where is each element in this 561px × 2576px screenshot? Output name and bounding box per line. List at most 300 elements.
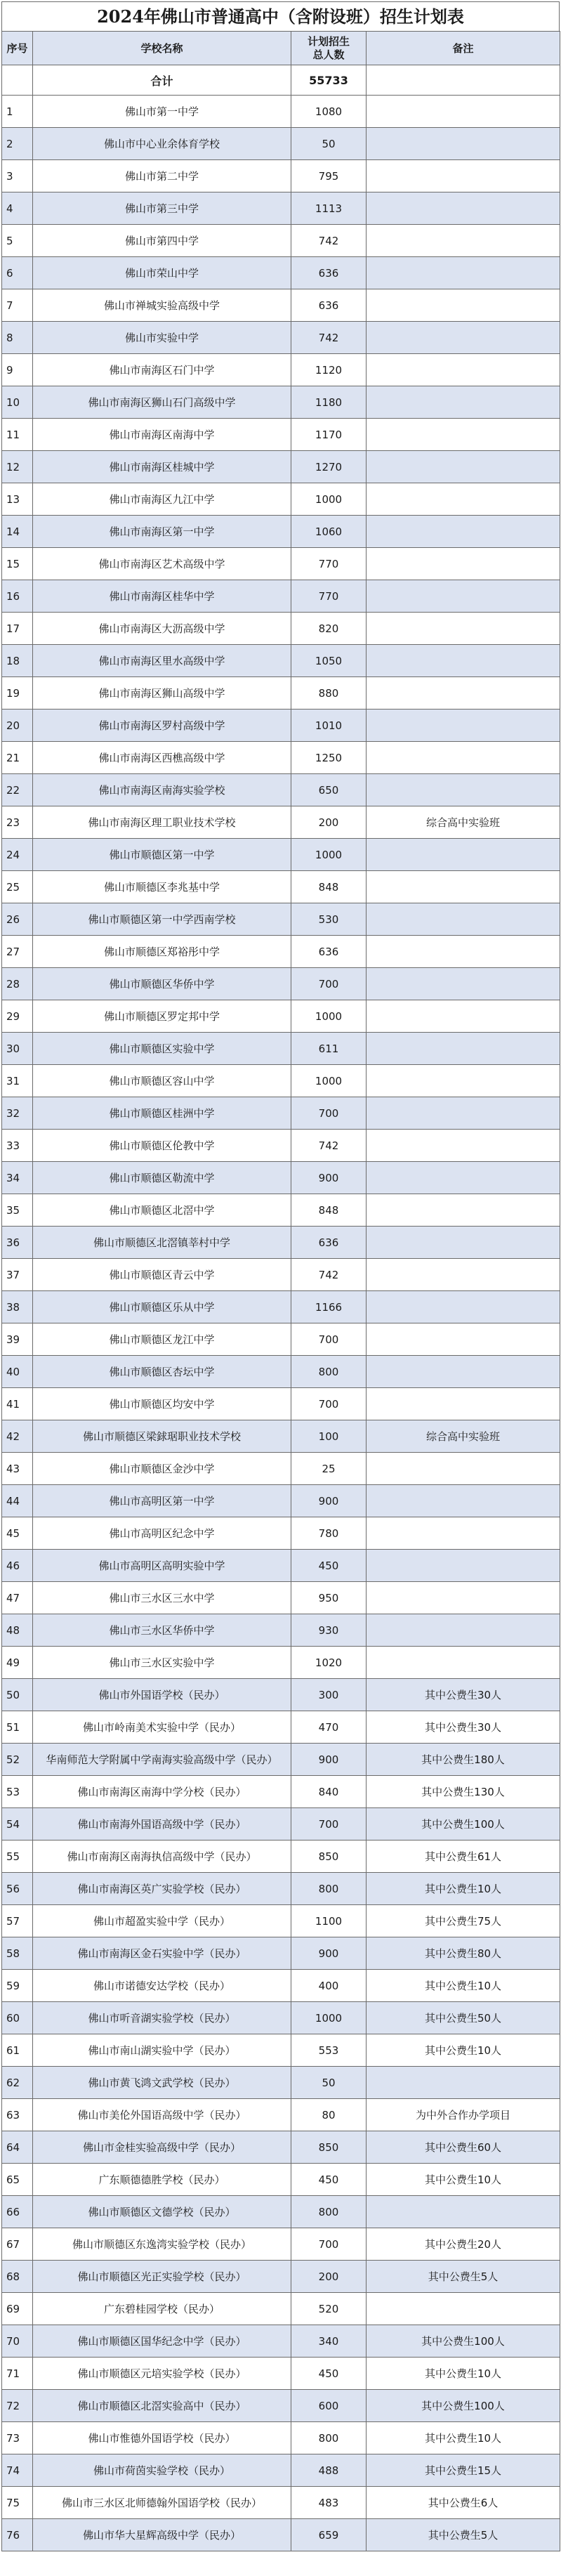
row-school-name: 佛山市顺德区杏坛中学 <box>33 1356 291 1388</box>
row-idx: 12 <box>2 451 33 483</box>
row-school-name: 佛山市黄飞鸿文武学校（民办） <box>33 2067 291 2099</box>
table-row <box>2 613 560 645</box>
row-note <box>367 580 560 613</box>
row-idx: 44 <box>2 1485 33 1517</box>
table-row <box>2 1485 560 1517</box>
row-note <box>367 516 560 548</box>
row-plan-count: 1250 <box>291 742 367 774</box>
row-note <box>367 483 560 516</box>
table-row <box>2 1097 560 1130</box>
row-idx: 65 <box>2 2164 33 2196</box>
row-idx: 40 <box>2 1356 33 1388</box>
row-plan-count: 659 <box>291 2519 367 2551</box>
row-school-name: 佛山市第一中学 <box>33 96 291 128</box>
row-idx: 70 <box>2 2325 33 2358</box>
row-note: 其中公费生100人 <box>367 1808 560 1841</box>
row-plan-count: 100 <box>291 1420 367 1453</box>
row-plan-count: 636 <box>291 257 367 289</box>
table-row <box>2 1937 560 1970</box>
row-school-name: 佛山市南海区桂城中学 <box>33 451 291 483</box>
row-plan-count: 1010 <box>291 710 367 742</box>
row-school-name: 佛山市诺德安达学校（民办） <box>33 1970 291 2002</box>
row-idx: 47 <box>2 1582 33 1614</box>
row-school-name: 广东顺德德胜学校（民办） <box>33 2164 291 2196</box>
row-idx: 25 <box>2 871 33 903</box>
row-note: 其中公费生10人 <box>367 2358 560 2390</box>
row-idx: 57 <box>2 1905 33 1937</box>
row-school-name: 广东碧桂园学校（民办） <box>33 2293 291 2325</box>
row-school-name: 佛山市南海区南海执信高级中学（民办） <box>33 1841 291 1873</box>
row-idx: 33 <box>2 1130 33 1162</box>
row-note <box>367 1614 560 1647</box>
row-idx: 71 <box>2 2358 33 2390</box>
total-note <box>367 65 560 96</box>
table-row <box>2 1744 560 1776</box>
row-school-name: 佛山市中心业余体育学校 <box>33 128 291 160</box>
table-row <box>2 2196 560 2228</box>
total-label: 合计 <box>33 65 291 96</box>
row-school-name: 佛山市顺德区勒流中学 <box>33 1162 291 1194</box>
row-note <box>367 354 560 386</box>
row-idx: 41 <box>2 1388 33 1420</box>
row-plan-count: 520 <box>291 2293 367 2325</box>
row-note <box>367 1130 560 1162</box>
row-note <box>367 1065 560 1097</box>
row-plan-count: 850 <box>291 1841 367 1873</box>
row-school-name: 佛山市三水区华侨中学 <box>33 1614 291 1647</box>
row-note <box>367 1259 560 1291</box>
row-school-name: 华南师范大学附属中学南海实验高级中学（民办） <box>33 1744 291 1776</box>
row-school-name: 佛山市顺德区郑裕彤中学 <box>33 936 291 968</box>
row-idx: 17 <box>2 613 33 645</box>
row-plan-count: 800 <box>291 1873 367 1905</box>
table-row <box>2 1550 560 1582</box>
row-idx: 51 <box>2 1711 33 1744</box>
row-plan-count: 636 <box>291 936 367 968</box>
row-note: 其中公费生10人 <box>367 2164 560 2196</box>
row-idx: 68 <box>2 2261 33 2293</box>
row-idx: 67 <box>2 2228 33 2261</box>
table-row <box>2 1227 560 1259</box>
row-school-name: 佛山市高明区第一中学 <box>33 1485 291 1517</box>
row-idx: 28 <box>2 968 33 1000</box>
row-school-name: 佛山市实验中学 <box>33 322 291 354</box>
table-row <box>2 1388 560 1420</box>
row-idx: 14 <box>2 516 33 548</box>
table-row <box>2 742 560 774</box>
row-plan-count: 1050 <box>291 645 367 677</box>
row-idx: 4 <box>2 192 33 225</box>
header-note: 备注 <box>367 32 560 65</box>
header-row <box>2 32 560 65</box>
row-school-name: 佛山市南海区南海实验学校 <box>33 774 291 806</box>
table-row <box>2 419 560 451</box>
row-idx: 61 <box>2 2034 33 2067</box>
row-note: 综合高中实验班 <box>367 1420 560 1453</box>
row-school-name: 佛山市荷茵实验学校（民办） <box>33 2454 291 2487</box>
row-idx: 35 <box>2 1194 33 1227</box>
row-note <box>367 160 560 192</box>
row-school-name: 佛山市顺德区李兆基中学 <box>33 871 291 903</box>
row-plan-count: 742 <box>291 1259 367 1291</box>
row-plan-count: 770 <box>291 548 367 580</box>
row-idx: 75 <box>2 2487 33 2519</box>
row-plan-count: 200 <box>291 806 367 839</box>
table-row <box>2 451 560 483</box>
table-row <box>2 2454 560 2487</box>
table-row <box>2 548 560 580</box>
table-row <box>2 1614 560 1647</box>
table-row <box>2 1000 560 1033</box>
row-note <box>367 1033 560 1065</box>
row-note <box>367 1485 560 1517</box>
row-school-name: 佛山市南海区罗村高级中学 <box>33 710 291 742</box>
table-row <box>2 806 560 839</box>
row-note: 其中公费生80人 <box>367 1937 560 1970</box>
row-plan-count: 200 <box>291 2261 367 2293</box>
row-idx: 53 <box>2 1776 33 1808</box>
table-row <box>2 2325 560 2358</box>
row-plan-count: 600 <box>291 2390 367 2422</box>
row-plan-count: 770 <box>291 580 367 613</box>
row-plan-count: 50 <box>291 2067 367 2099</box>
row-school-name: 佛山市顺德区伦教中学 <box>33 1130 291 1162</box>
row-idx: 49 <box>2 1647 33 1679</box>
table-row <box>2 160 560 192</box>
table-row <box>2 96 560 128</box>
row-idx: 15 <box>2 548 33 580</box>
row-note <box>367 1162 560 1194</box>
row-school-name: 佛山市顺德区龙江中学 <box>33 1323 291 1356</box>
row-note: 其中公费生75人 <box>367 1905 560 1937</box>
header-plan-line1: 计划招生 <box>307 34 350 48</box>
table-row <box>2 2164 560 2196</box>
table-row <box>2 774 560 806</box>
row-school-name: 佛山市顺德区北滘中学 <box>33 1194 291 1227</box>
row-note <box>367 257 560 289</box>
table-row <box>2 128 560 160</box>
table-row <box>2 710 560 742</box>
row-school-name: 佛山市南海区理工职业技术学校 <box>33 806 291 839</box>
row-note: 其中公费生60人 <box>367 2131 560 2164</box>
row-note <box>367 419 560 451</box>
row-plan-count: 850 <box>291 2131 367 2164</box>
row-note <box>367 225 560 257</box>
row-school-name: 佛山市顺德区第一中学西南学校 <box>33 903 291 936</box>
table-row <box>2 289 560 322</box>
row-plan-count: 900 <box>291 1937 367 1970</box>
row-school-name: 佛山市顺德区元培实验学校（民办） <box>33 2358 291 2390</box>
table-row <box>2 1776 560 1808</box>
row-plan-count: 1120 <box>291 354 367 386</box>
row-school-name: 佛山市顺德区实验中学 <box>33 1033 291 1065</box>
row-idx: 9 <box>2 354 33 386</box>
row-plan-count: 900 <box>291 1485 367 1517</box>
table-row <box>2 1259 560 1291</box>
row-note <box>367 1194 560 1227</box>
row-plan-count: 483 <box>291 2487 367 2519</box>
row-school-name: 佛山市南海区九江中学 <box>33 483 291 516</box>
row-note <box>367 1647 560 1679</box>
row-idx: 50 <box>2 1679 33 1711</box>
row-note <box>367 613 560 645</box>
table-row <box>2 1647 560 1679</box>
table-row <box>2 1065 560 1097</box>
row-school-name: 佛山市顺德区容山中学 <box>33 1065 291 1097</box>
row-idx: 39 <box>2 1323 33 1356</box>
table-row <box>2 645 560 677</box>
row-plan-count: 470 <box>291 1711 367 1744</box>
row-school-name: 佛山市南海区大沥高级中学 <box>33 613 291 645</box>
row-school-name: 佛山市南海区石门中学 <box>33 354 291 386</box>
row-school-name: 佛山市顺德区文德学校（民办） <box>33 2196 291 2228</box>
table-row <box>2 2519 560 2551</box>
plan-table <box>1 31 560 2551</box>
row-plan-count: 1170 <box>291 419 367 451</box>
row-idx: 58 <box>2 1937 33 1970</box>
row-idx: 43 <box>2 1453 33 1485</box>
row-plan-count: 25 <box>291 1453 367 1485</box>
row-note: 其中公费生5人 <box>367 2261 560 2293</box>
plan-sheet <box>1 1 560 2551</box>
row-plan-count: 900 <box>291 1162 367 1194</box>
row-school-name: 佛山市三水区三水中学 <box>33 1582 291 1614</box>
table-row <box>2 1162 560 1194</box>
row-plan-count: 795 <box>291 160 367 192</box>
row-school-name: 佛山市南海区狮山高级中学 <box>33 677 291 710</box>
row-note <box>367 1453 560 1485</box>
row-idx: 30 <box>2 1033 33 1065</box>
row-school-name: 佛山市听音湖实验学校（民办） <box>33 2002 291 2034</box>
row-note: 其中公费生15人 <box>367 2454 560 2487</box>
row-plan-count: 340 <box>291 2325 367 2358</box>
row-plan-count: 780 <box>291 1517 367 1550</box>
row-plan-count: 848 <box>291 871 367 903</box>
row-idx: 64 <box>2 2131 33 2164</box>
row-idx: 73 <box>2 2422 33 2454</box>
table-row <box>2 192 560 225</box>
row-idx: 37 <box>2 1259 33 1291</box>
row-plan-count: 530 <box>291 903 367 936</box>
row-note: 其中公费生10人 <box>367 2034 560 2067</box>
row-idx: 32 <box>2 1097 33 1130</box>
row-idx: 21 <box>2 742 33 774</box>
row-note <box>367 1227 560 1259</box>
table-row <box>2 1679 560 1711</box>
table-row <box>2 2067 560 2099</box>
row-plan-count: 1166 <box>291 1291 367 1323</box>
row-school-name: 佛山市外国语学校（民办） <box>33 1679 291 1711</box>
table-row <box>2 1420 560 1453</box>
row-school-name: 佛山市南海区里水高级中学 <box>33 645 291 677</box>
row-idx: 3 <box>2 160 33 192</box>
row-idx: 26 <box>2 903 33 936</box>
row-plan-count: 880 <box>291 677 367 710</box>
row-school-name: 佛山市南山湖实验中学（民办） <box>33 2034 291 2067</box>
row-idx: 1 <box>2 96 33 128</box>
row-idx: 18 <box>2 645 33 677</box>
row-school-name: 佛山市顺德区桂洲中学 <box>33 1097 291 1130</box>
row-plan-count: 700 <box>291 1323 367 1356</box>
row-idx: 63 <box>2 2099 33 2131</box>
row-idx: 6 <box>2 257 33 289</box>
row-plan-count: 742 <box>291 225 367 257</box>
row-plan-count: 488 <box>291 2454 367 2487</box>
row-school-name: 佛山市顺德区乐从中学 <box>33 1291 291 1323</box>
row-plan-count: 1060 <box>291 516 367 548</box>
row-plan-count: 450 <box>291 1550 367 1582</box>
header-idx: 序号 <box>2 32 33 65</box>
row-plan-count: 700 <box>291 968 367 1000</box>
row-idx: 22 <box>2 774 33 806</box>
row-plan-count: 700 <box>291 1388 367 1420</box>
table-row <box>2 1517 560 1550</box>
row-school-name: 佛山市三水区北师德翰外国语学校（民办） <box>33 2487 291 2519</box>
row-school-name: 佛山市美伦外国语高级中学（民办） <box>33 2099 291 2131</box>
table-row <box>2 839 560 871</box>
row-school-name: 佛山市超盈实验中学（民办） <box>33 1905 291 1937</box>
row-plan-count: 700 <box>291 1097 367 1130</box>
row-plan-count: 742 <box>291 322 367 354</box>
row-plan-count: 800 <box>291 1356 367 1388</box>
row-plan-count: 650 <box>291 774 367 806</box>
row-plan-count: 1000 <box>291 1000 367 1033</box>
row-idx: 13 <box>2 483 33 516</box>
table-row <box>2 1194 560 1227</box>
row-note <box>367 451 560 483</box>
row-idx: 62 <box>2 2067 33 2099</box>
table-row <box>2 225 560 257</box>
row-idx: 38 <box>2 1291 33 1323</box>
row-plan-count: 820 <box>291 613 367 645</box>
table-row <box>2 2228 560 2261</box>
row-idx: 16 <box>2 580 33 613</box>
table-row <box>2 2390 560 2422</box>
row-note <box>367 677 560 710</box>
row-idx: 48 <box>2 1614 33 1647</box>
table-row <box>2 903 560 936</box>
row-note: 其中公费生5人 <box>367 2519 560 2551</box>
row-plan-count: 50 <box>291 128 367 160</box>
table-row <box>2 1356 560 1388</box>
row-school-name: 佛山市荣山中学 <box>33 257 291 289</box>
row-note <box>367 839 560 871</box>
row-plan-count: 700 <box>291 2228 367 2261</box>
row-school-name: 佛山市高明区纪念中学 <box>33 1517 291 1550</box>
row-school-name: 佛山市华大星辉高级中学（民办） <box>33 2519 291 2551</box>
row-note <box>367 936 560 968</box>
row-note: 其中公费生10人 <box>367 2422 560 2454</box>
row-idx: 42 <box>2 1420 33 1453</box>
row-plan-count: 1000 <box>291 483 367 516</box>
row-school-name: 佛山市南海区金石实验中学（民办） <box>33 1937 291 1970</box>
row-plan-count: 636 <box>291 1227 367 1259</box>
row-plan-count: 742 <box>291 1130 367 1162</box>
row-school-name: 佛山市顺德区第一中学 <box>33 839 291 871</box>
row-plan-count: 1000 <box>291 1065 367 1097</box>
row-note <box>367 710 560 742</box>
table-row <box>2 580 560 613</box>
row-idx: 45 <box>2 1517 33 1550</box>
row-note: 其中公费生10人 <box>367 1970 560 2002</box>
row-note: 为中外合作办学项目 <box>367 2099 560 2131</box>
table-row <box>2 2293 560 2325</box>
row-note: 其中公费生10人 <box>367 1873 560 1905</box>
row-school-name: 佛山市南海区狮山石门高级中学 <box>33 386 291 419</box>
table-row <box>2 1323 560 1356</box>
row-note <box>367 645 560 677</box>
row-school-name: 佛山市南海区英广实验学校（民办） <box>33 1873 291 1905</box>
row-school-name: 佛山市南海区桂华中学 <box>33 580 291 613</box>
table-row <box>2 483 560 516</box>
row-plan-count: 553 <box>291 2034 367 2067</box>
row-note <box>367 903 560 936</box>
table-row <box>2 1841 560 1873</box>
row-note: 其中公费生130人 <box>367 1776 560 1808</box>
row-note: 其中公费生6人 <box>367 2487 560 2519</box>
row-idx: 23 <box>2 806 33 839</box>
row-note: 其中公费生61人 <box>367 1841 560 1873</box>
row-plan-count: 800 <box>291 2196 367 2228</box>
row-note <box>367 548 560 580</box>
table-row <box>2 354 560 386</box>
table-row <box>2 1873 560 1905</box>
row-idx: 46 <box>2 1550 33 1582</box>
row-school-name: 佛山市顺德区均安中学 <box>33 1388 291 1420</box>
row-school-name: 佛山市第三中学 <box>33 192 291 225</box>
row-school-name: 佛山市南海区艺术高级中学 <box>33 548 291 580</box>
row-school-name: 佛山市第四中学 <box>33 225 291 257</box>
row-note <box>367 1582 560 1614</box>
row-plan-count: 1000 <box>291 2002 367 2034</box>
row-note <box>367 192 560 225</box>
row-note <box>367 2196 560 2228</box>
row-note <box>367 2067 560 2099</box>
row-idx: 31 <box>2 1065 33 1097</box>
row-school-name: 佛山市南海区第一中学 <box>33 516 291 548</box>
row-idx: 74 <box>2 2454 33 2487</box>
row-school-name: 佛山市顺德区光正实验学校（民办） <box>33 2261 291 2293</box>
row-idx: 10 <box>2 386 33 419</box>
row-plan-count: 450 <box>291 2358 367 2390</box>
row-school-name: 佛山市顺德区北滘镇莘村中学 <box>33 1227 291 1259</box>
row-plan-count: 800 <box>291 2422 367 2454</box>
table-row <box>2 2131 560 2164</box>
row-idx: 69 <box>2 2293 33 2325</box>
row-note <box>367 968 560 1000</box>
table-row <box>2 1033 560 1065</box>
row-school-name: 佛山市顺德区国华纪念中学（民办） <box>33 2325 291 2358</box>
row-plan-count: 1180 <box>291 386 367 419</box>
table-row <box>2 1582 560 1614</box>
row-idx: 5 <box>2 225 33 257</box>
row-note <box>367 1291 560 1323</box>
total-value: 55733 <box>291 65 367 96</box>
row-idx: 60 <box>2 2002 33 2034</box>
row-school-name: 佛山市惟德外国语学校（民办） <box>33 2422 291 2454</box>
header-plan-line2: 总人数 <box>312 48 345 61</box>
row-idx: 34 <box>2 1162 33 1194</box>
row-school-name: 佛山市第二中学 <box>33 160 291 192</box>
row-idx: 66 <box>2 2196 33 2228</box>
row-idx: 27 <box>2 936 33 968</box>
table-row <box>2 968 560 1000</box>
row-note <box>367 128 560 160</box>
table-row <box>2 2034 560 2067</box>
row-note <box>367 1000 560 1033</box>
row-plan-count: 848 <box>291 1194 367 1227</box>
row-idx: 8 <box>2 322 33 354</box>
